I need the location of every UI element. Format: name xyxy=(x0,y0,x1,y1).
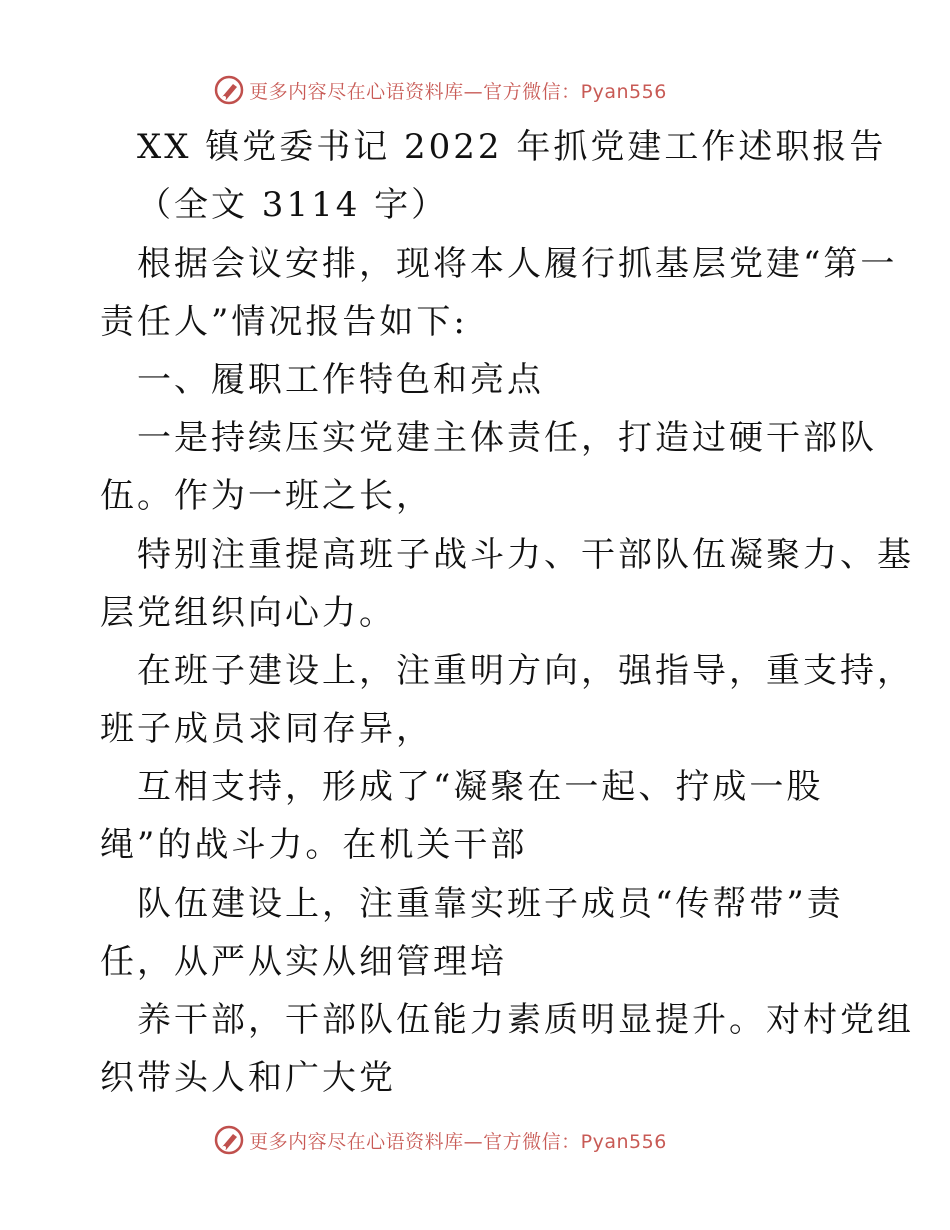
text-line: 在班子建设上，注重明方向，强指导，重支持， xyxy=(137,651,914,691)
text-line: 互相支持，形成了“凝聚在一起、拧成一股 xyxy=(137,767,824,807)
text-line: 一是持续压实党建主体责任，打造过硬干部队 xyxy=(137,418,877,458)
banner-text: 更多内容尽在心语资料库—官方微信：Pyan556 xyxy=(249,1130,667,1153)
text-line: 伍。作为一班之长， xyxy=(100,476,433,516)
text-line: 织带头人和广大党 xyxy=(100,1058,396,1098)
text-line: 任，从严从实从细管理培 xyxy=(100,942,507,982)
section-heading: 一、履职工作特色和亮点 xyxy=(137,360,544,400)
banner-text: 更多内容尽在心语资料库—官方微信：Pyan556 xyxy=(249,80,667,103)
doc-subtitle: （全文 3114 字） xyxy=(137,185,449,225)
header-banner xyxy=(0,70,950,110)
doc-title: XX 镇党委书记 2022 年抓党建工作述职报告 xyxy=(137,127,887,167)
text-line: 绳”的战斗力。在机关干部 xyxy=(100,825,528,865)
text-line: 班子成员求同存异， xyxy=(100,709,433,749)
text-line: 队伍建设上，注重靠实班子成员“传帮带”责 xyxy=(137,884,844,924)
pen-logo-icon xyxy=(213,1124,245,1156)
text-line: 层党组织向心力。 xyxy=(100,593,396,633)
text-line: 责任人”情况报告如下: xyxy=(100,302,468,342)
text-line: 特别注重提高班子战斗力、干部队伍凝聚力、基 xyxy=(137,535,914,575)
pen-logo-icon xyxy=(213,74,245,106)
footer-banner xyxy=(0,1120,950,1160)
text-line: 根据会议安排，现将本人履行抓基层党建“第一 xyxy=(137,244,898,284)
text-line: 养干部，干部队伍能力素质明显提升。对村党组 xyxy=(137,1000,914,1040)
